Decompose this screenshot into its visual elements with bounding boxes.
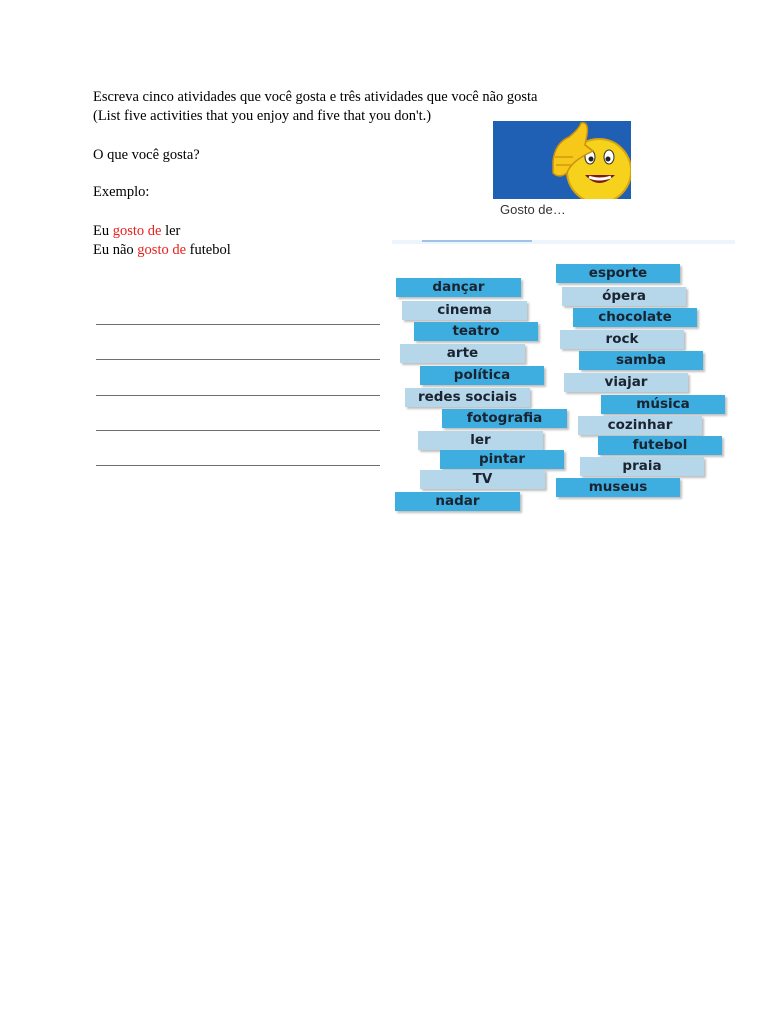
example-1-prefix: Eu [93, 223, 113, 239]
activity-tag: cinema [402, 301, 527, 320]
question: O que você gosta? [93, 147, 200, 163]
example-2-prefix: Eu não [93, 242, 138, 258]
activity-tag: arte [400, 344, 525, 363]
activity-tag: redes sociais [405, 388, 530, 407]
activity-tag: TV [420, 470, 545, 489]
activity-tag: ópera [562, 287, 686, 306]
activity-tag: pintar [440, 450, 564, 469]
activity-tag: fotografia [442, 409, 567, 428]
activity-tag: esporte [556, 264, 680, 283]
activity-tag: samba [579, 351, 703, 370]
example-1-highlight: gosto de [112, 223, 162, 239]
thumbs-up-image [493, 121, 631, 199]
word-bank-top-strip [392, 240, 735, 244]
answer-line-2[interactable] [96, 359, 380, 360]
activity-tag: cozinhar [578, 416, 702, 435]
example-sentence-1 [93, 222, 180, 240]
instructions-line-1: Escreva cinco atividades que você gosta e três atividades que você não gosta [93, 89, 538, 105]
answer-line-5[interactable] [96, 465, 380, 466]
answer-line-3[interactable] [96, 395, 380, 396]
activity-tag: viajar [564, 373, 688, 392]
example-1-suffix: ler [161, 223, 181, 239]
instructions-line-2: (List five activities that you enjoy and five that you don't.) [93, 108, 432, 124]
activity-tag: futebol [598, 436, 722, 455]
example-label: Exemplo: [93, 184, 150, 200]
activity-tag: nadar [395, 492, 520, 511]
example-2-highlight: gosto de [137, 242, 187, 258]
image-caption: Gosto de… [500, 202, 566, 217]
answer-line-1[interactable] [96, 324, 380, 325]
thumbs-up-emoji-icon [493, 121, 631, 199]
activity-tag: dançar [396, 278, 521, 297]
example-2-suffix: futebol [186, 242, 231, 258]
example-sentence-2 [93, 241, 231, 259]
answer-line-4[interactable] [96, 430, 380, 431]
activity-tag: praia [580, 457, 704, 476]
activity-tag: música [601, 395, 725, 414]
activity-tag: rock [560, 330, 684, 349]
activity-tag: ler [418, 431, 543, 450]
activity-tag: teatro [414, 322, 538, 341]
activity-tag: política [420, 366, 544, 385]
activity-tag: museus [556, 478, 680, 497]
activity-tag: chocolate [573, 308, 697, 327]
